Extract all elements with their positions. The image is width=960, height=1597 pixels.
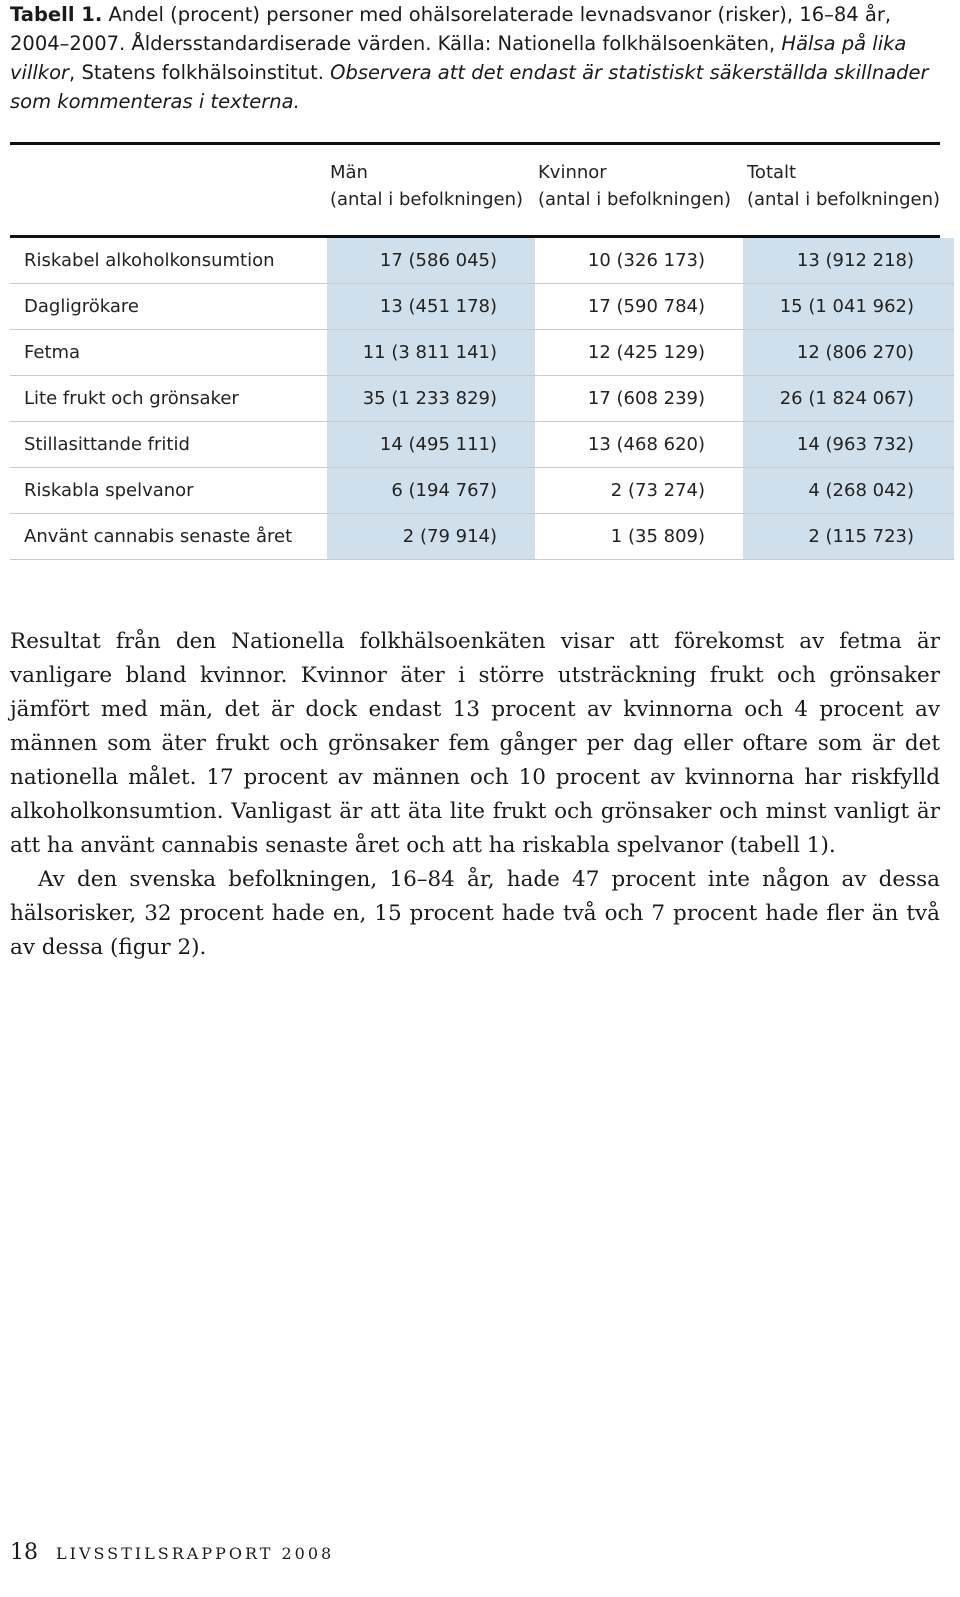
cell-women: 1 (35 809) xyxy=(535,514,743,560)
column-header-men-name: Män xyxy=(330,162,368,183)
cell-men: 11 (3 811 141) xyxy=(327,330,535,376)
column-header-women-name: Kvinnor xyxy=(538,162,607,183)
table-row xyxy=(10,422,954,468)
cell-total: 15 (1 041 962) xyxy=(743,284,954,330)
cell-men: 2 (79 914) xyxy=(327,514,535,560)
cell-women: 2 (73 274) xyxy=(535,468,743,514)
cell-men: 17 (586 045) xyxy=(327,238,535,284)
column-header-men-sub: (antal i befolkningen) xyxy=(330,189,524,210)
table-row xyxy=(10,468,954,514)
table-row xyxy=(10,330,954,376)
cell-total: 14 (963 732) xyxy=(743,422,954,468)
row-label: Använt cannabis senaste året xyxy=(10,514,327,560)
row-label: Stillasittande fritid xyxy=(10,422,327,468)
cell-men: 6 (194 767) xyxy=(327,468,535,514)
row-label: Dagligrökare xyxy=(10,284,327,330)
table-top-rule xyxy=(10,142,940,145)
table-caption xyxy=(10,0,945,116)
cell-total: 26 (1 824 067) xyxy=(743,376,954,422)
column-header-women xyxy=(538,159,731,213)
page-number: 18 xyxy=(10,1540,38,1565)
body-text xyxy=(10,625,940,965)
cell-men: 13 (451 178) xyxy=(327,284,535,330)
table-row xyxy=(10,238,954,284)
column-header-total-sub: (antal i befolkningen) xyxy=(747,189,941,210)
row-label: Fetma xyxy=(10,330,327,376)
cell-women: 10 (326 173) xyxy=(535,238,743,284)
row-label: Lite frukt och grönsaker xyxy=(10,376,327,422)
table-row xyxy=(10,376,954,422)
column-header-total-name: Totalt xyxy=(747,162,797,183)
cell-total: 12 (806 270) xyxy=(743,330,954,376)
cell-total: 4 (268 042) xyxy=(743,468,954,514)
cell-women: 12 (425 129) xyxy=(535,330,743,376)
cell-women: 17 (590 784) xyxy=(535,284,743,330)
caption-text-1: Andel (procent) personer med ohälsorelaterade levnadsvanor (risker), 16–84 år, 2004–2007. Åldersstandardiserade värden. Källa: Nationella folkhälsoenkäten, xyxy=(10,3,892,55)
cell-men: 14 (495 111) xyxy=(327,422,535,468)
caption-label: Tabell 1. xyxy=(10,3,103,26)
cell-men: 35 (1 233 829) xyxy=(327,376,535,422)
cell-women: 17 (608 239) xyxy=(535,376,743,422)
caption-italic-source: Hälsa på lika villkor xyxy=(10,32,907,84)
caption-italic-note: Observera att det endast är statistiskt säkerställda skillnader som kommenteras i texterna. xyxy=(10,61,929,113)
table-row xyxy=(10,284,954,330)
page-footer xyxy=(10,1540,334,1580)
cell-women: 13 (468 620) xyxy=(535,422,743,468)
cell-total: 2 (115 723) xyxy=(743,514,954,560)
cell-total: 13 (912 218) xyxy=(743,238,954,284)
body-paragraph-1: Resultat från den Nationella folkhälsoenkäten visar att förekomst av fetma är vanligare bland kvinnor. Kvinnor äter i större utsträckning frukt och grönsaker jämfört med män, det är dock endast 13 procent av kvinnorna och 4 procent av männen som äter frukt och grönsaker fem gånger per dag eller oftare som är det nationella målet. 17 procent av männen och 10 procent av kvinnorna har riskfylld alkoholkonsumtion. Vanligast är att äta lite frukt och grönsaker och minst vanligt är att ha använt cannabis senaste året och att ha riskabla spelvanor (tabell 1). xyxy=(10,629,940,858)
running-title: LIVSSTILSRAPPORT 2008 xyxy=(56,1544,335,1563)
column-header-men xyxy=(330,159,523,213)
row-label: Riskabla spelvanor xyxy=(10,468,327,514)
risk-table xyxy=(10,238,954,560)
column-header-total xyxy=(747,159,940,213)
column-header-women-sub: (antal i befolkningen) xyxy=(538,189,732,210)
body-paragraph-2: Av den svenska befolkningen, 16–84 år, hade 47 procent inte någon av dessa hälsorisker, 32 procent hade en, 15 procent hade två och 7 procent hade fler än två av dessa (figur 2). xyxy=(10,867,940,960)
row-label: Riskabel alkoholkonsumtion xyxy=(10,238,327,284)
table-row xyxy=(10,514,954,560)
caption-text-2: , Statens folkhälsoinstitut. xyxy=(69,61,331,84)
